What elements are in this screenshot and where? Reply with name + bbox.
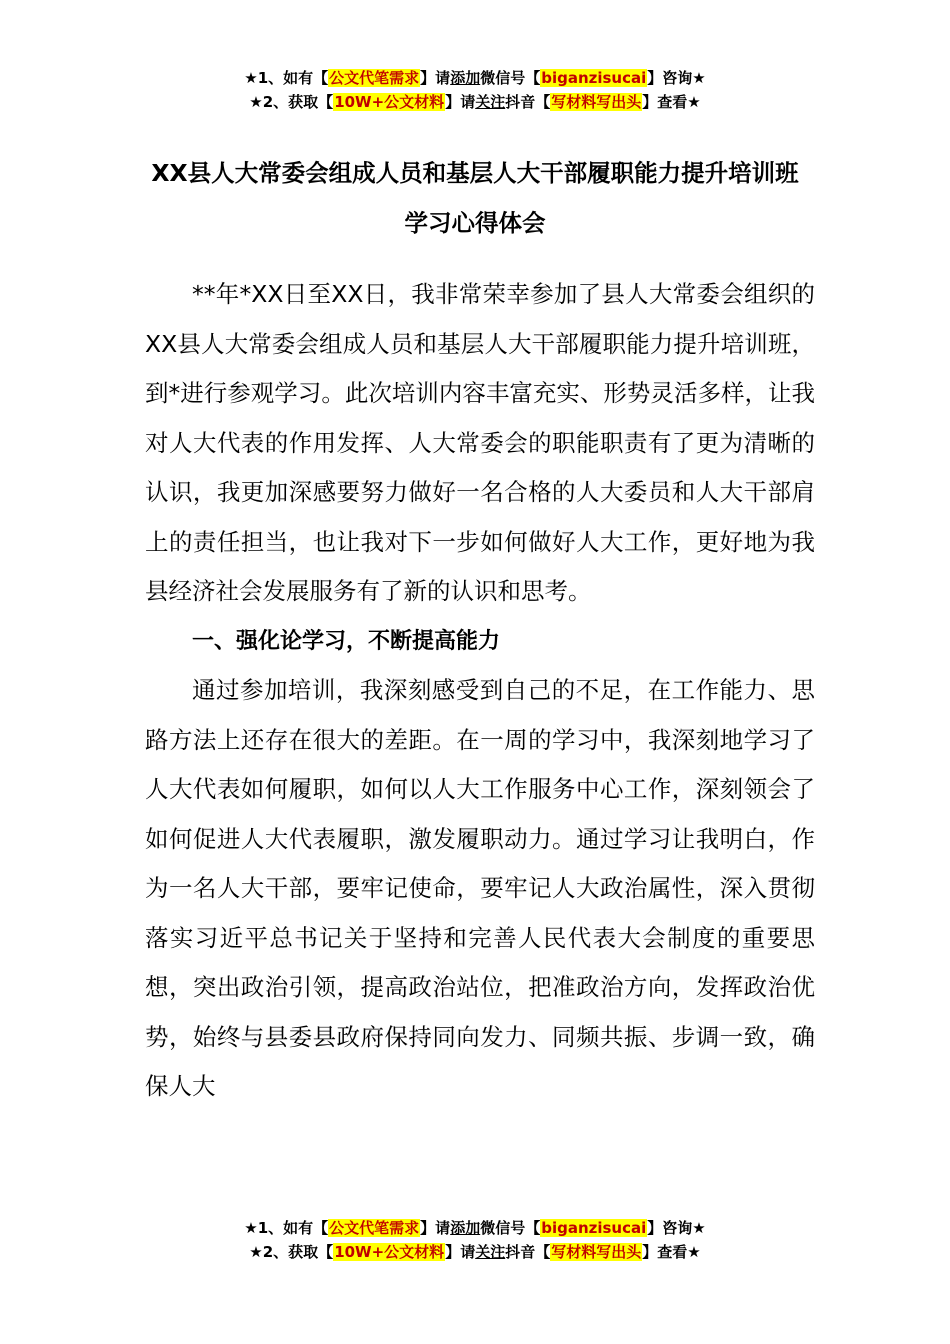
highlight-douyin: 写材料写出头	[551, 93, 642, 111]
intro-paragraph: **年*XX日至XX日，我非常荣幸参加了县人大常委会组织的XX县人大常委会组成人员和基层人大干部履职能力提升培训班，到*进行参观学习。此次培训内容丰富充实、形势灵活多样，让我对人大代表的作用发挥、人大常委会的职能职责有了更为清晰的认识，我更加深感要努力做好一名合格的人大委员和人大干部肩上的责任担当，也让我对下一步如何做好人大工作，更好地为我县经济社会发展服务有了新的认识和思考。	[145, 280, 815, 605]
highlight-service: 公文代笔需求	[329, 69, 420, 87]
section-1-paragraph: 通过参加培训，我深刻感受到自己的不足，在工作能力、思路方法上还存在很大的差距。在一周的学习中，我深刻地学习了人大代表如何履职，如何以人大工作服务中心工作，深刻领会了如何促进人大代表履职，激发履职动力。通过学习让我明白，作为一名人大干部，要牢记使命，要牢记人大政治属性，深入贯彻落实习近平总书记关于坚持和完善人民代表大会制度的重要思想，突出政治引领，提高政治站位，把准政治方向，发挥政治优势，始终与县委县政府保持同向发力、同频共振、步调一致，确保人大	[145, 676, 815, 1100]
highlight-wechat-id: biganzisucai	[541, 69, 647, 87]
highlight-douyin: 写材料写出头	[551, 1243, 642, 1261]
highlight-materials: 10W+公文材料	[334, 93, 445, 111]
banner-line-1: ★1、如有【公文代笔需求】请添加微信号【biganzisucai】咨询★	[244, 69, 706, 87]
highlight-materials: 10W+公文材料	[334, 1243, 445, 1261]
banner-line-1: ★1、如有【公文代笔需求】请添加微信号【biganzisucai】咨询★	[244, 1219, 706, 1237]
document-title: XX县人大常委会组成人员和基层人大干部履职能力提升培训班学习心得体会	[151, 159, 799, 237]
banner-line-2: ★2、获取【10W+公文材料】请关注抖音【写材料写出头】查看★	[249, 93, 701, 111]
banner-line-2: ★2、获取【10W+公文材料】请关注抖音【写材料写出头】查看★	[249, 1243, 701, 1261]
header-banner	[0, 66, 950, 114]
footer-banner	[0, 1216, 950, 1264]
section-heading-1: 一、强化论学习，不断提高能力	[192, 628, 501, 654]
highlight-service: 公文代笔需求	[329, 1219, 420, 1237]
highlight-wechat-id: biganzisucai	[541, 1219, 647, 1237]
document-body	[145, 270, 815, 1112]
